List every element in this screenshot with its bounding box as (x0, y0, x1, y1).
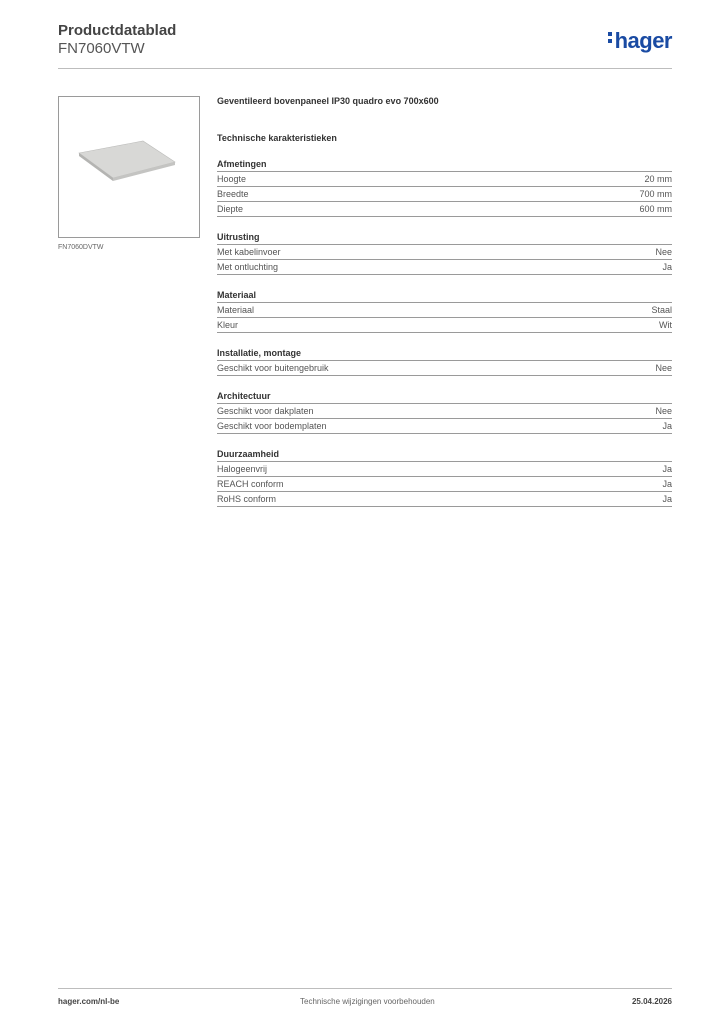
spec-label: Geschikt voor bodemplaten (217, 421, 327, 431)
spec-label: Breedte (217, 189, 249, 199)
footer-notice: Technische wijzigingen voorbehouden (300, 997, 435, 1006)
panel-image-icon (59, 97, 199, 237)
spec-value: Nee (655, 406, 672, 416)
spec-heading: Technische karakteristieken (217, 133, 337, 143)
spec-value: Ja (662, 262, 672, 272)
spec-group-title: Materiaal (217, 289, 672, 303)
spec-row (217, 202, 672, 217)
spec-group-title: Architectuur (217, 390, 672, 404)
spec-value: 700 mm (639, 189, 672, 199)
image-caption: FN7060DVTW (58, 244, 104, 251)
spec-value: Ja (662, 494, 672, 504)
spec-group (217, 158, 672, 217)
spec-row (217, 492, 672, 507)
spec-value: Ja (662, 464, 672, 474)
product-image (58, 96, 200, 238)
product-name: Geventileerd bovenpaneel IP30 quadro evo 700x600 (217, 96, 439, 106)
footer-divider (58, 988, 672, 989)
page-header (58, 22, 672, 58)
spec-label: Hoogte (217, 174, 247, 184)
spec-label: Met ontluchting (217, 262, 279, 272)
spec-label: Met kabelinvoer (217, 247, 281, 257)
spec-row (217, 303, 672, 318)
spec-label: Materiaal (217, 305, 255, 315)
spec-value: Nee (655, 363, 672, 373)
spec-row (217, 260, 672, 275)
footer-website: hager.com/nl-be (58, 997, 120, 1006)
product-code: FN7060VTW (58, 40, 145, 57)
spec-group (217, 347, 672, 376)
spec-row (217, 462, 672, 477)
spec-value: Ja (662, 479, 672, 489)
spec-label: RoHS conform (217, 494, 277, 504)
spec-label: Diepte (217, 204, 244, 214)
spec-group (217, 289, 672, 333)
spec-value: Staal (651, 305, 672, 315)
logo-text: hager (614, 28, 672, 53)
spec-label: Kleur (217, 320, 239, 330)
page-title: Productdatablad (58, 22, 177, 39)
spec-row (217, 361, 672, 376)
hager-logo (608, 28, 672, 54)
spec-label: Halogeenvrij (217, 464, 268, 474)
spec-value: 600 mm (639, 204, 672, 214)
logo-dots-icon (608, 29, 613, 46)
spec-group (217, 448, 672, 507)
spec-row (217, 404, 672, 419)
spec-value: Wit (659, 320, 672, 330)
spec-row (217, 245, 672, 260)
spec-row (217, 419, 672, 434)
spec-label: Geschikt voor dakplaten (217, 406, 314, 416)
spec-label: REACH conform (217, 479, 284, 489)
spec-row (217, 318, 672, 333)
spec-value: Ja (662, 421, 672, 431)
spec-group-title: Uitrusting (217, 231, 672, 245)
spec-group-title: Installatie, montage (217, 347, 672, 361)
spec-group (217, 390, 672, 434)
spec-value: 20 mm (644, 174, 672, 184)
spec-sheet (217, 95, 672, 507)
spec-value: Nee (655, 247, 672, 257)
footer-date: 25.04.2026 (631, 997, 672, 1006)
spec-group (217, 231, 672, 275)
spec-label: Geschikt voor buitengebruik (217, 363, 329, 373)
spec-row (217, 172, 672, 187)
spec-groups (217, 158, 672, 507)
spec-row (217, 187, 672, 202)
spec-group-title: Afmetingen (217, 158, 672, 172)
header-divider (58, 68, 672, 69)
spec-group-title: Duurzaamheid (217, 448, 672, 462)
spec-row (217, 477, 672, 492)
